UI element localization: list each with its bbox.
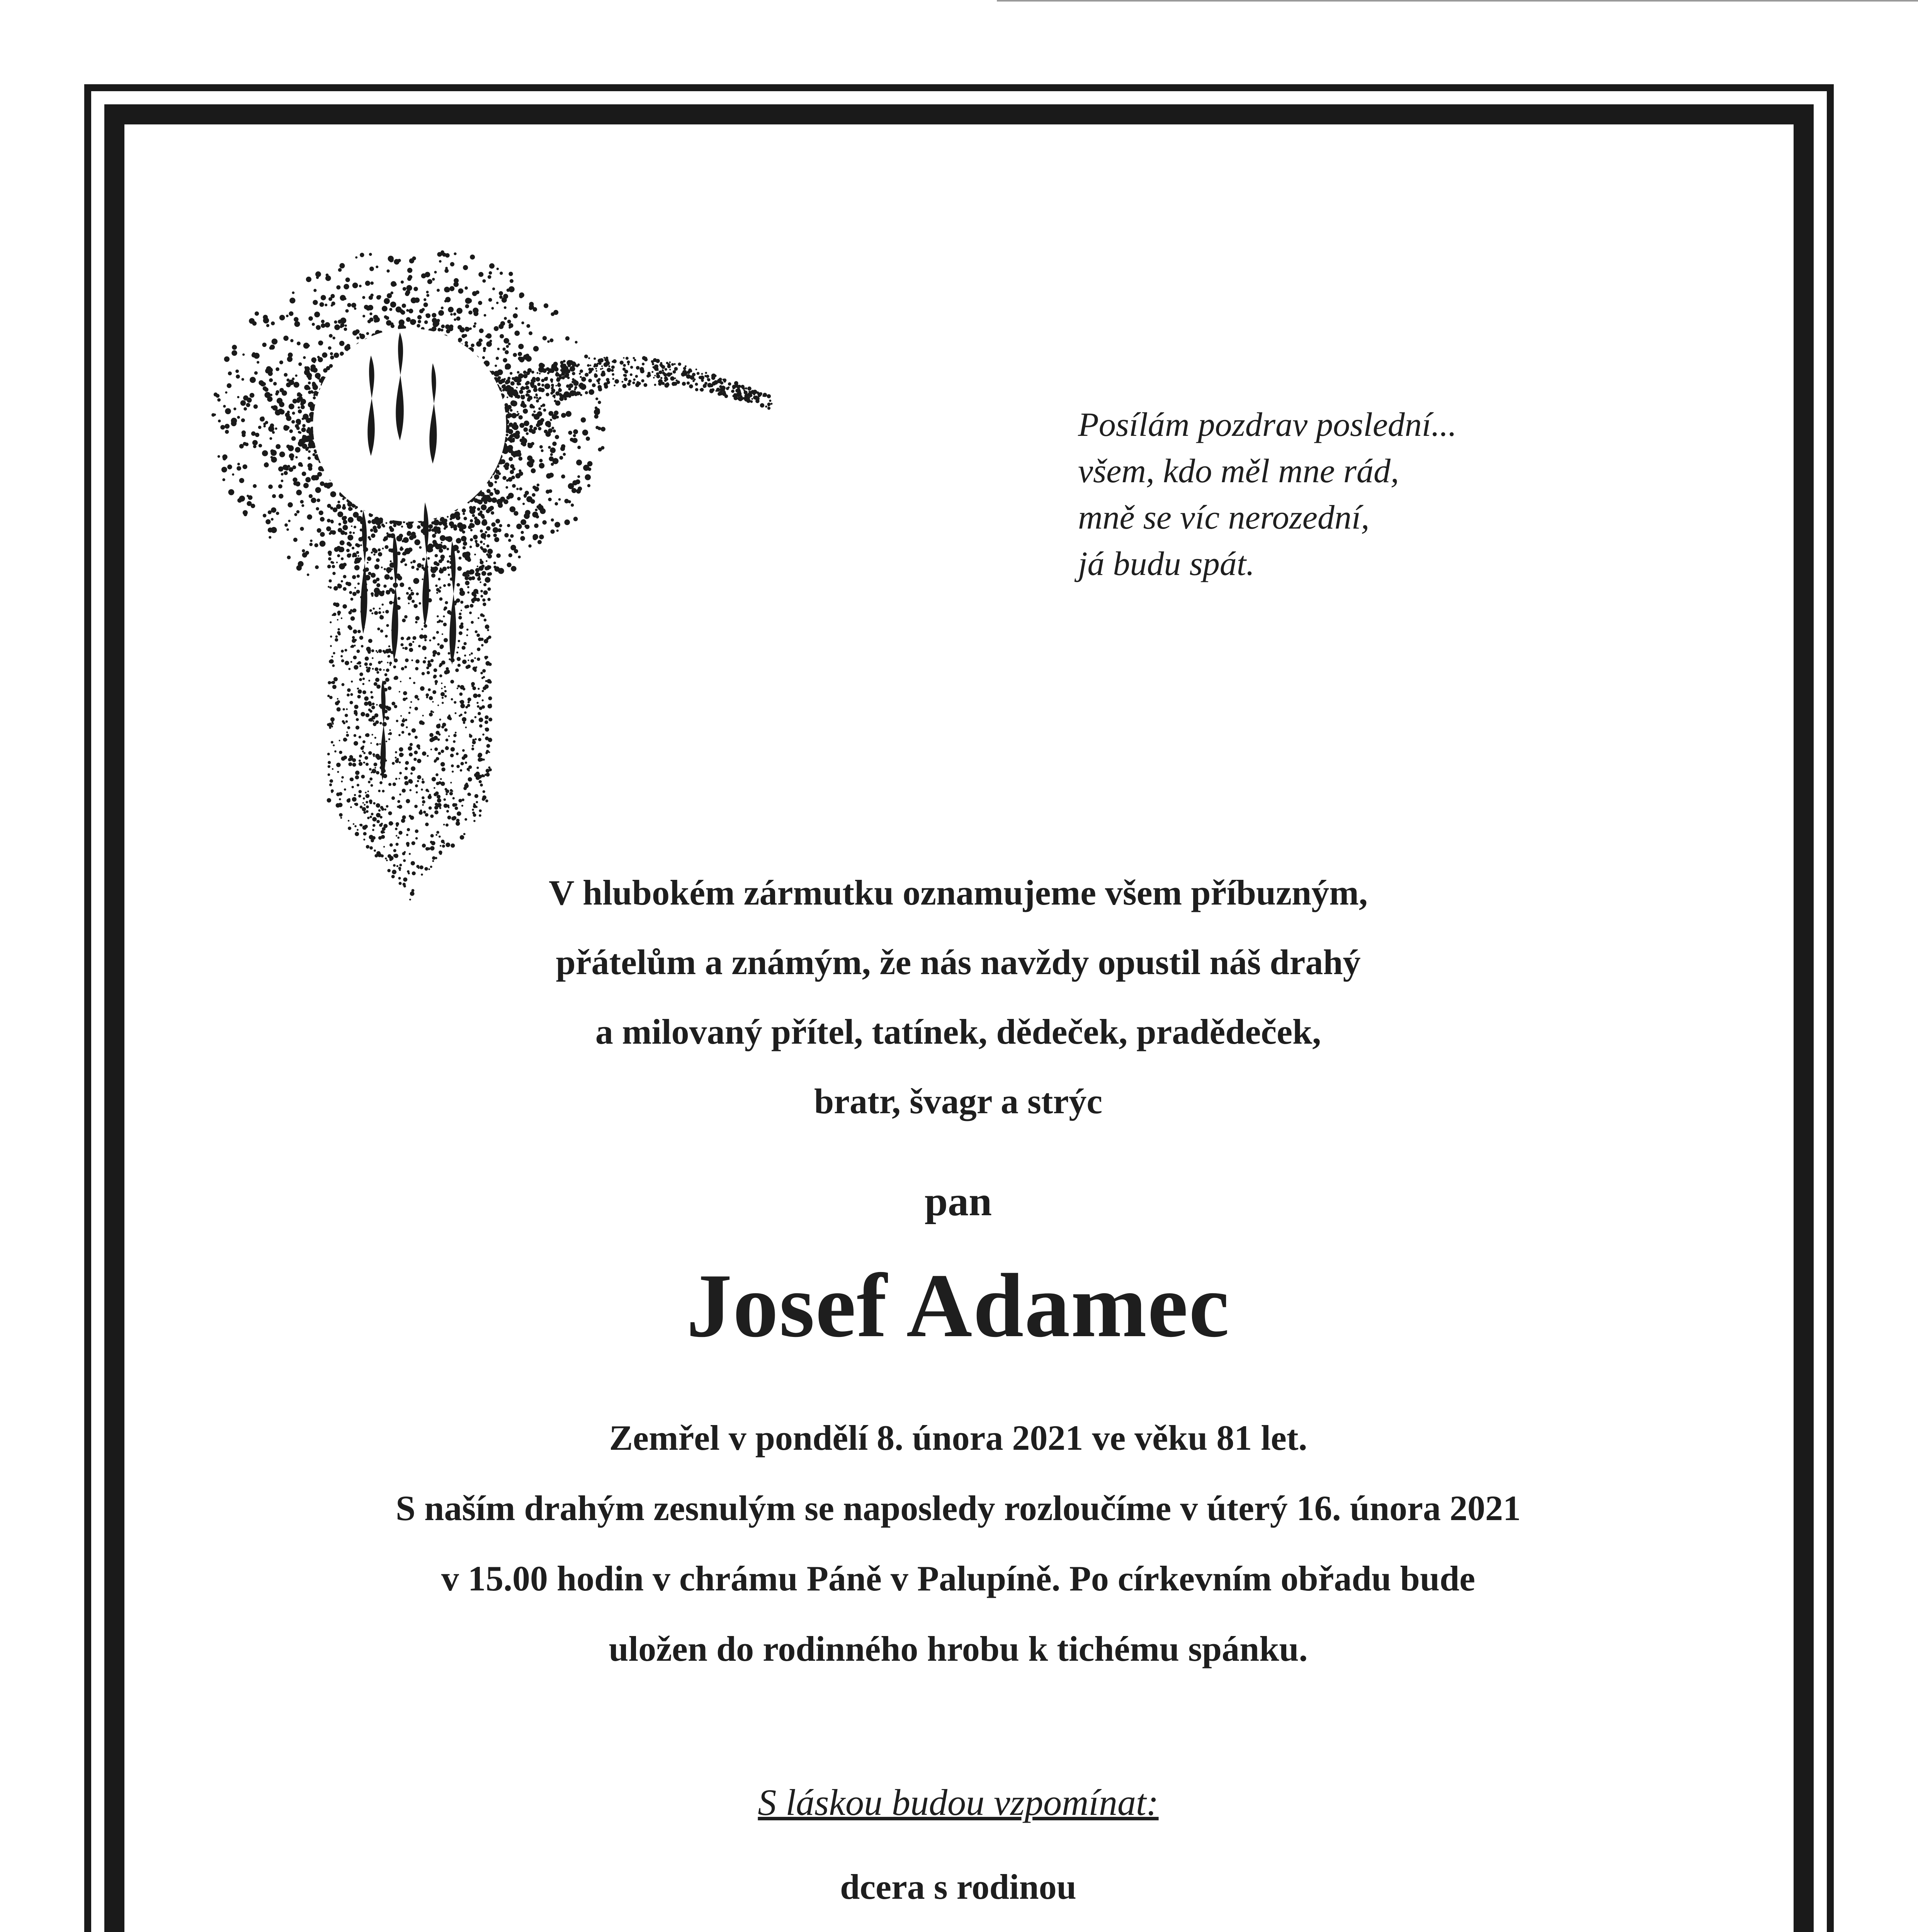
scan-edge-line [997,0,1918,2]
poem-line: mně se víc nerozední, [1078,499,1370,536]
mourners-list [232,1847,1685,1932]
announcement-line: bratr, švagr a strýc [814,1082,1103,1121]
announcement-line: a milovaný přítel, tatínek, dědeček, pradědeček, [595,1012,1321,1051]
mourner-item: dcera s rodinou [840,1867,1076,1906]
funeral-details [232,1403,1685,1684]
salutation: pan [924,1179,992,1225]
details-line: v 15.00 hodin v chrámu Páně v Palupíně. Po církevním obřadu bude [441,1559,1475,1598]
deceased-name: Josef Adamec [686,1255,1230,1356]
details-line: Zemřel v pondělí 8. února 2021 ve věku 81 let. [609,1418,1308,1458]
details-line: S naším drahým zesnulým se naposledy rozloučíme v úterý 16. února 2021 [396,1488,1521,1528]
announcement-line: V hlubokém zármutku oznamujeme všem příbuzným, [549,873,1368,912]
poem-line: všem, kdo měl mne rád, [1078,452,1399,490]
mourner-item [232,1927,1685,1932]
poem-line: já budu spát. [1078,545,1255,583]
poem-line: Posílám pozdrav poslední... [1078,406,1457,444]
mourners-title: S láskou budou vzpomínat: [758,1782,1159,1823]
details-line: uložen do rodinného hrobu k tichému spánku. [609,1629,1308,1668]
announcement-line: přátelům a známým, že nás navždy opustil náš drahý [556,942,1361,982]
announcement-text [232,858,1685,1136]
farewell-poem [1078,402,1658,587]
